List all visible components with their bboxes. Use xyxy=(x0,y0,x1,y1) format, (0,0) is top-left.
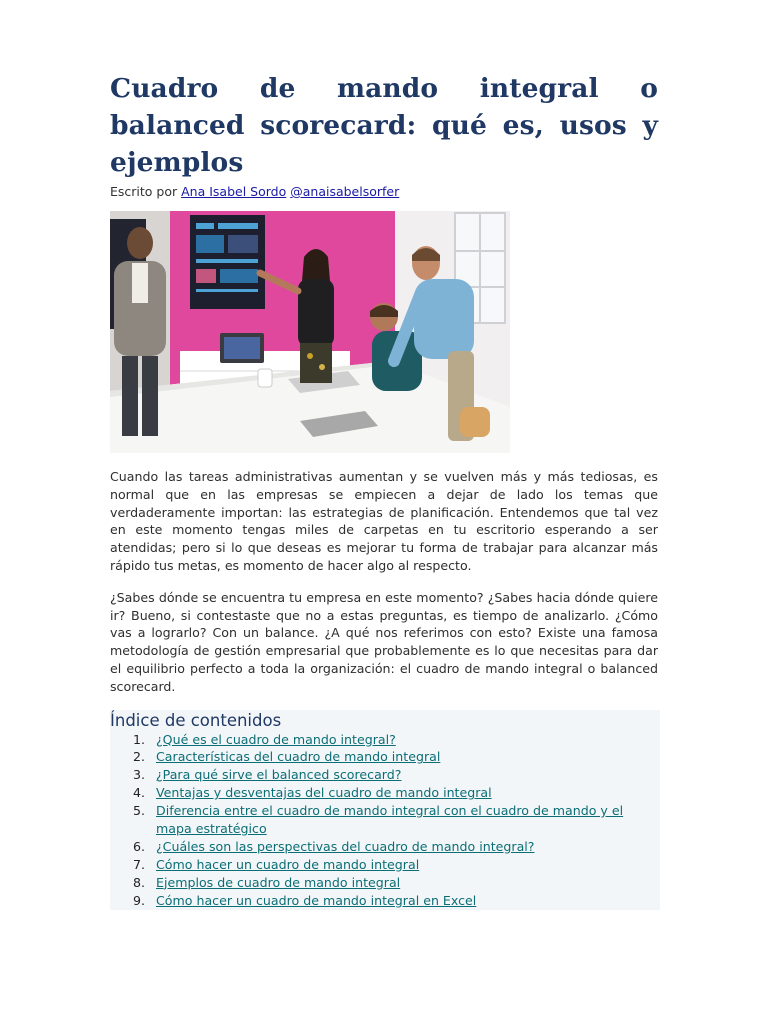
table-of-contents xyxy=(110,710,660,910)
meeting-illustration xyxy=(110,211,510,453)
toc-link[interactable]: Cómo hacer un cuadro de mando integral xyxy=(156,856,420,872)
toc-link[interactable]: Ventajas y desventajas del cuadro de mando integral xyxy=(156,785,492,801)
toc-item-number: 2. xyxy=(132,749,145,765)
toc-link[interactable]: ¿Para qué sirve el balanced scorecard? xyxy=(156,767,402,783)
toc-list xyxy=(110,731,660,910)
toc-item-number: 1. xyxy=(132,731,145,747)
toc-item xyxy=(110,784,660,802)
toc-item xyxy=(110,892,660,910)
byline-prefix: Escrito por xyxy=(110,184,182,199)
toc-link[interactable]: Diferencia entre el cuadro de mando integral con el cuadro de mando y el mapa estratégico xyxy=(156,803,624,837)
toc-link[interactable]: Ejemplos de cuadro de mando integral xyxy=(156,874,401,890)
toc-item-number: 6. xyxy=(132,839,145,854)
toc-item xyxy=(110,874,660,892)
toc-title: Índice de contenidos xyxy=(110,710,282,730)
toc-item-number: 9. xyxy=(132,892,145,908)
intro-paragraph-1: Cuando las tareas administrativas aumentan y se vuelven más y más tediosas, es normal que en las empresas se empiecen a dejar de lado los temas que verdaderamente importan: las estrategias de planificación. Entendemos que tal vez en este momento tengas miles de carpetas en tu escritorio esperando a ser atendidas; pero si lo que deseas es mejorar tu forma de trabajar para alcanzar más rápido tus metas, es momento de hacer algo al respecto. xyxy=(110,469,658,573)
article-title: Cuadro de mando integral o balanced scorecard: qué es, usos y ejemplos xyxy=(110,73,658,178)
toc-item-number: 3. xyxy=(132,767,145,783)
toc-item-number: 8. xyxy=(132,874,145,890)
toc-item xyxy=(110,856,660,874)
toc-item xyxy=(110,766,660,784)
toc-item-number: 7. xyxy=(132,856,145,872)
toc-link[interactable]: ¿Qué es el cuadro de mando integral? xyxy=(156,731,396,747)
toc-item-number: 5. xyxy=(132,803,145,819)
toc-link[interactable]: Características del cuadro de mando integral xyxy=(156,749,441,765)
intro-paragraph-2: ¿Sabes dónde se encuentra tu empresa en este momento? ¿Sabes hacia dónde quiere ir? Bueno, si contestaste que no a estas preguntas, es tiempo de analizarlo. ¿Cómo vas a lograrlo? Con un balance. ¿A qué nos referimos con esto? Existe una famosa metodología de gestión empresarial que probablemente es lo que necesitas para dar el equilibrio perfecto a toda la organización: el cuadro de mando integral o balanced scorecard. xyxy=(110,589,658,694)
toc-link[interactable]: ¿Cuáles son las perspectivas del cuadro de mando integral? xyxy=(156,839,535,854)
toc-item xyxy=(110,748,660,766)
byline xyxy=(110,183,658,201)
hero-photo xyxy=(110,211,510,453)
toc-item xyxy=(110,802,660,838)
author-link[interactable]: Ana Isabel Sordo xyxy=(181,184,287,199)
toc-item-number: 4. xyxy=(132,785,145,801)
toc-link[interactable]: Cómo hacer un cuadro de mando integral en Excel xyxy=(156,892,477,908)
author-handle-link[interactable]: @anaisabelsorfer xyxy=(290,184,400,199)
toc-item xyxy=(110,731,660,749)
toc-item xyxy=(110,838,660,856)
